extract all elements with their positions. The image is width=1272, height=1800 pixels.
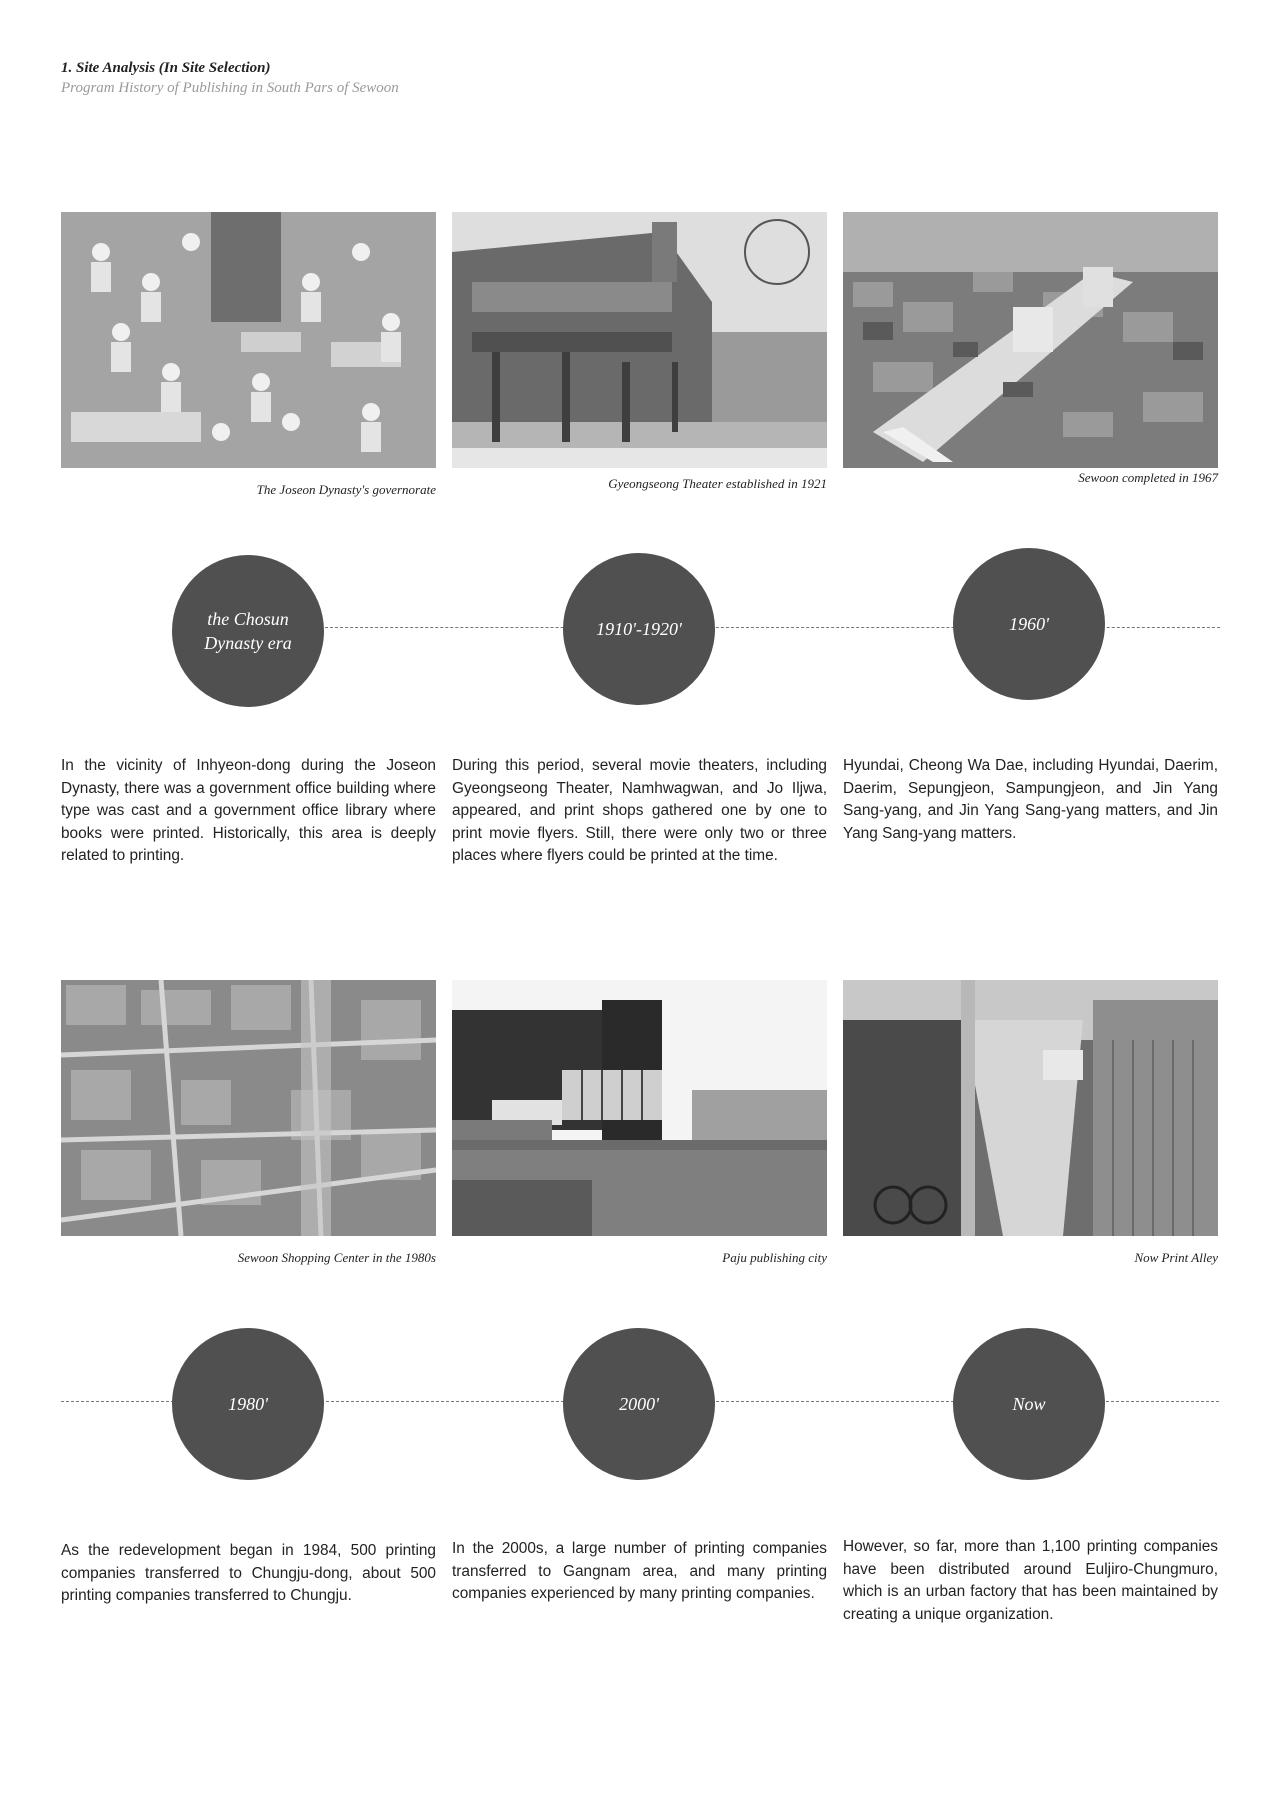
description-now: However, so far, more than 1,100 printing companies have been distributed around Euljiro-Chungmuro, which is an urban factory that has been maintained by creating a unique organization. bbox=[843, 1538, 1218, 1623]
era-label: 2000' bbox=[619, 1394, 659, 1414]
era-label: the Chosun Dynasty era bbox=[204, 609, 292, 653]
page-header bbox=[61, 58, 399, 98]
caption-paju: Paju publishing city bbox=[722, 1250, 827, 1265]
photo-print-alley bbox=[843, 980, 1218, 1236]
description-1980: As the redevelopment began in 1984, 500 printing companies transferred to Chungju-dong, about 500 printing companies transferred to Chungju. bbox=[61, 1542, 436, 1604]
caption-sewoon-1980s: Sewoon Shopping Center in the 1980s bbox=[237, 1250, 436, 1265]
era-circle-1910-1920 bbox=[563, 553, 715, 705]
description-1960: Hyundai, Cheong Wa Dae, including Hyundai, Daerim, Daerim, Sepungjeon, Sampungjeon, and Jin Yang Sang-yang, and Jin Yang Sang-yang matters, and Jin Yang Sang-yang matters. bbox=[843, 757, 1218, 842]
caption-print-alley: Now Print Alley bbox=[1134, 1250, 1218, 1265]
era-circle-1980 bbox=[172, 1328, 324, 1480]
era-label: 1960' bbox=[1009, 614, 1049, 634]
caption-sewoon-1967: Sewoon completed in 1967 bbox=[1078, 470, 1218, 485]
caption-joseon: The Joseon Dynasty's governorate bbox=[256, 482, 436, 497]
description-joseon: In the vicinity of Inhyeon-dong during the Joseon Dynasty, there was a government office building where type was cast and a government office library where books were printed. Historically, this area is deeply related to printing. bbox=[61, 757, 436, 864]
era-label: 1980' bbox=[228, 1394, 268, 1414]
photo-sewoon-1967 bbox=[843, 212, 1218, 468]
era-label: 1910'-1920' bbox=[596, 619, 682, 639]
era-circle-1960 bbox=[953, 548, 1105, 700]
era-label: Now bbox=[1012, 1394, 1046, 1414]
description-1910-1920: During this period, several movie theaters, including Gyeongseong Theater, Namhwagwan, and Jo Iljwa, appeared, and print shops gathered one by one to print movie flyers. Still, there were only two or three places where flyers could be printed at the time. bbox=[452, 757, 827, 864]
era-circle-now bbox=[953, 1328, 1105, 1480]
era-circle-2000 bbox=[563, 1328, 715, 1480]
page-title: 1. Site Analysis (In Site Selection) bbox=[61, 60, 271, 76]
page-subtitle: Program History of Publishing in South Pars of Sewoon bbox=[61, 80, 399, 96]
photo-paju-publishing-city bbox=[452, 980, 827, 1236]
era-circle-chosun bbox=[172, 555, 324, 707]
photo-sewoon-1980s-aerial bbox=[61, 980, 436, 1236]
photo-joseon-governorate bbox=[61, 212, 436, 468]
photo-gyeongseong-theater bbox=[452, 212, 827, 468]
description-2000: In the 2000s, a large number of printing companies transferred to Gangnam area, and many printing companies experienced by many printing companies. bbox=[452, 1540, 827, 1602]
caption-theater: Gyeongseong Theater established in 1921 bbox=[608, 476, 827, 491]
